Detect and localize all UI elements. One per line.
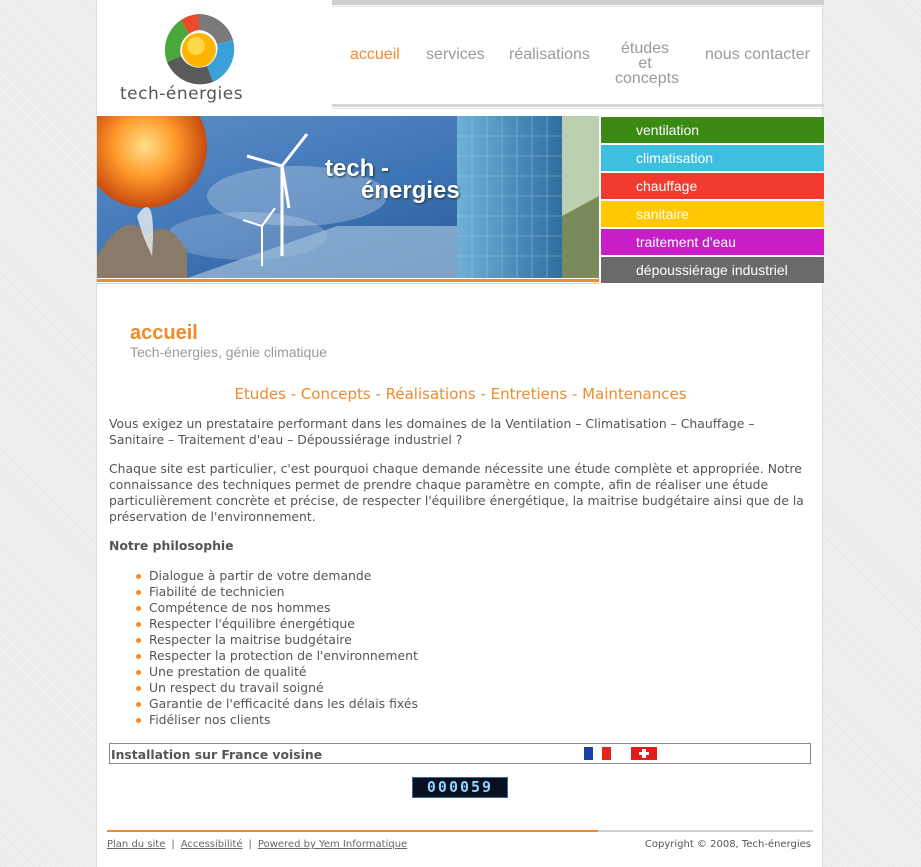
description-paragraph: Chaque site est particulier, c'est pourquoi chaque demande nécessite une étude complète et appropriée. Notre connaissance des techniques permet de prendre chaque paramètre en compte, afin de réaliser une étude particulièrement concrète et précise, de respecter l'équilibre énergétique, la maitrise budgétaire ainsi que de la préservation de l'environnement. bbox=[109, 461, 804, 524]
bullet-icon bbox=[136, 574, 141, 579]
nav-item-etudes-concepts[interactable]: études et concepts bbox=[615, 40, 680, 87]
category-traitement-eau[interactable]: traitement d'eau bbox=[601, 229, 824, 255]
bullet-icon bbox=[136, 622, 141, 627]
list-item: Une prestation de qualité bbox=[109, 664, 418, 680]
page-title: accueil bbox=[130, 322, 198, 344]
nav-item-services[interactable]: services bbox=[426, 46, 485, 63]
logo-sun-icon bbox=[159, 10, 239, 90]
category-climatisation[interactable]: climatisation bbox=[601, 145, 824, 171]
footer-link-plan-du-site[interactable]: Plan du site bbox=[107, 839, 166, 850]
bullet-icon bbox=[136, 702, 141, 707]
page-subtitle: Tech-énergies, génie climatique bbox=[130, 344, 327, 360]
banner-title bbox=[325, 155, 460, 204]
banner-underline-thin bbox=[97, 283, 599, 284]
visitor-counter: 000059 bbox=[412, 777, 508, 798]
list-item: Compétence de nos hommes bbox=[109, 600, 418, 616]
footer-link-powered-by[interactable]: Powered by Yem Informatique bbox=[257, 839, 408, 850]
category-ventilation[interactable]: ventilation bbox=[601, 117, 824, 143]
nav-item-accueil[interactable]: accueil bbox=[350, 46, 400, 63]
footer-links bbox=[107, 839, 407, 850]
philosophy-heading: Notre philosophie bbox=[109, 538, 234, 553]
switzerland-flag-icon[interactable] bbox=[631, 747, 657, 760]
main-navigation bbox=[332, 0, 824, 112]
site-logo[interactable] bbox=[97, 0, 331, 112]
bullet-icon bbox=[136, 686, 141, 691]
france-flag-icon[interactable] bbox=[584, 747, 611, 760]
banner-title-line2: énergies bbox=[361, 177, 460, 204]
nav-bottom-rule-thin bbox=[332, 108, 824, 109]
list-item: Fiabilité de technicien bbox=[109, 584, 418, 600]
bullet-icon bbox=[136, 670, 141, 675]
list-item: Dialogue à partir de votre demande bbox=[109, 568, 418, 584]
copyright-text: Copyright © 2008, Tech-énergies bbox=[644, 839, 811, 850]
bullet-icon bbox=[136, 606, 141, 611]
installation-box bbox=[109, 743, 811, 764]
list-item: Fidéliser nos clients bbox=[109, 712, 418, 728]
category-sanitaire[interactable]: sanitaire bbox=[601, 201, 824, 227]
nav-top-rule-thin bbox=[332, 6, 824, 7]
nav-item-contact[interactable]: nous contacter bbox=[705, 46, 810, 63]
banner-underline bbox=[97, 279, 599, 282]
nav-top-rule bbox=[332, 0, 824, 5]
philosophy-list bbox=[109, 568, 418, 728]
logo-text: tech-énergies bbox=[120, 84, 244, 104]
list-item: Garantie de l'efficacité dans les délais fixés bbox=[109, 696, 418, 712]
nav-bottom-rule bbox=[332, 104, 824, 107]
footer-rule-accent bbox=[107, 830, 598, 832]
footer-separator: | bbox=[248, 839, 252, 850]
nav-item-realisations[interactable]: réalisations bbox=[509, 46, 590, 63]
list-item: Respecter l'équilibre énergétique bbox=[109, 616, 418, 632]
category-chauffage[interactable]: chauffage bbox=[601, 173, 824, 199]
banner-title-line1: tech - bbox=[325, 155, 390, 182]
tagline: Etudes - Concepts - Réalisations - Entretiens - Maintenances bbox=[234, 385, 687, 403]
footer-rule-grey bbox=[598, 830, 813, 832]
bullet-icon bbox=[136, 590, 141, 595]
list-item: Respecter la protection de l'environnement bbox=[109, 648, 418, 664]
footer-separator: | bbox=[171, 839, 175, 850]
bullet-icon bbox=[136, 638, 141, 643]
intro-paragraph: Vous exigez un prestataire performant dans les domaines de la Ventilation – Climatisation – Chauffage – Sanitaire – Traitement d'eau – Dépoussiérage industriel ? bbox=[109, 416, 755, 447]
footer-link-accessibilite[interactable]: Accessibilité bbox=[180, 839, 243, 850]
bullet-icon bbox=[136, 654, 141, 659]
page-container bbox=[96, 0, 823, 867]
installation-text: Installation sur France voisine bbox=[111, 747, 323, 762]
bullet-icon bbox=[136, 718, 141, 723]
banner-image bbox=[97, 116, 599, 278]
category-depoussierage[interactable]: dépoussiérage industriel bbox=[601, 257, 824, 283]
list-item: Un respect du travail soigné bbox=[109, 680, 418, 696]
list-item: Respecter la maitrise budgétaire bbox=[109, 632, 418, 648]
